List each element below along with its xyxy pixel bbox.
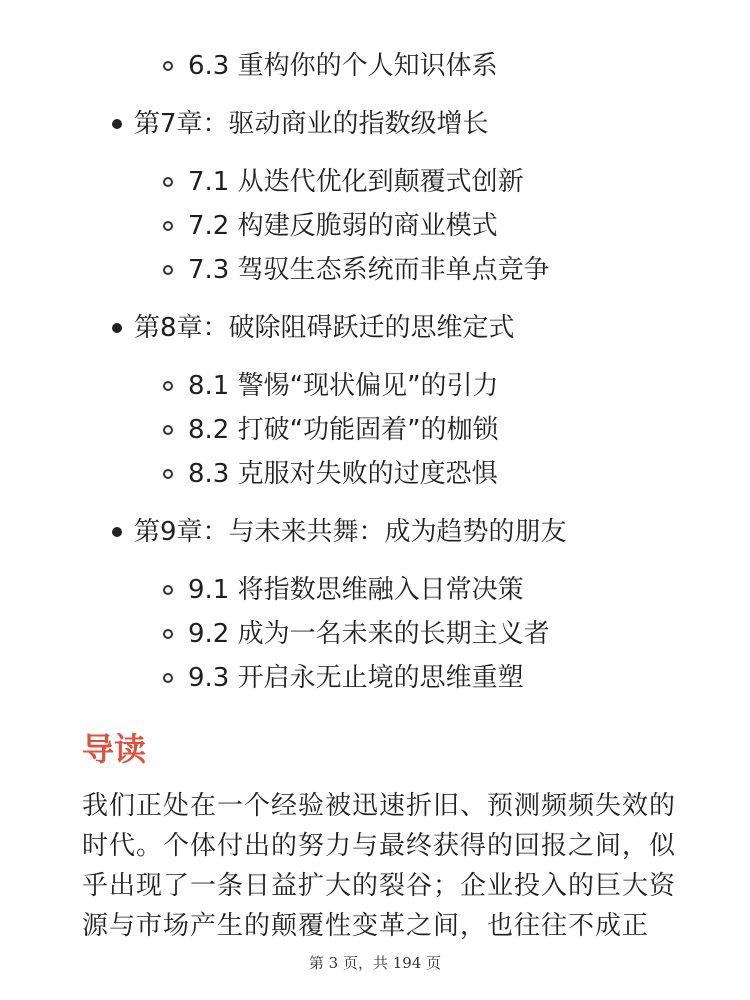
- toc-subsection-item: [0, 656, 750, 700]
- paragraph-line: 我们正处在一个经验被迅速折旧、预测频频失效的: [82, 791, 677, 821]
- toc-chapter-item: [0, 510, 750, 554]
- toc-item-label: 7.2 构建反脆弱的商业模式: [188, 211, 498, 241]
- section-heading: 导读: [82, 730, 147, 768]
- bullet-circle-icon: [163, 425, 173, 435]
- toc-item-label: 8.3 克服对失败的过度恐惧: [188, 459, 498, 489]
- bullet-circle-icon: [163, 265, 173, 275]
- intro-paragraph: [82, 786, 677, 946]
- toc-item-label: 6.3 重构你的个人知识体系: [188, 51, 498, 81]
- bullet-circle-icon: [163, 585, 173, 595]
- bullet-circle-icon: [163, 61, 173, 71]
- bullet-circle-icon: [163, 469, 173, 479]
- paragraph-line: 乎出现了一条日益扩大的裂谷；企业投入的巨大资: [82, 871, 677, 901]
- toc-subsection-item: [0, 452, 750, 496]
- paragraph-line: 源与市场产生的颠覆性变革之间，也往往不成正: [82, 911, 650, 941]
- toc-item-label: 第9章：与未来共舞：成为趋势的朋友: [134, 517, 567, 547]
- toc-subsection-item: [0, 612, 750, 656]
- toc-subsection-item: [0, 160, 750, 204]
- bullet-dot-icon: [112, 119, 122, 129]
- toc-item-label: 9.2 成为一名未来的长期主义者: [188, 619, 550, 649]
- toc-chapter-item: [0, 306, 750, 350]
- paragraph-line: 时代。个体付出的努力与最终获得的回报之间，似: [82, 831, 677, 861]
- bullet-circle-icon: [163, 177, 173, 187]
- bullet-dot-icon: [112, 323, 122, 333]
- toc-item-label: 9.1 将指数思维融入日常决策: [188, 575, 524, 605]
- toc-subsection-item: [0, 44, 750, 88]
- toc-subsection-item: [0, 364, 750, 408]
- toc-item-label: 8.1 警惕“现状偏见”的引力: [188, 371, 499, 401]
- bullet-circle-icon: [163, 629, 173, 639]
- toc-item-label: 第7章：驱动商业的指数级增长: [134, 109, 489, 139]
- bullet-circle-icon: [163, 221, 173, 231]
- bullet-dot-icon: [112, 527, 122, 537]
- bullet-circle-icon: [163, 673, 173, 683]
- toc-item-label: 9.3 开启永无止境的思维重塑: [188, 663, 524, 693]
- toc-item-label: 8.2 打破“功能固着”的枷锁: [188, 415, 499, 445]
- toc-item-label: 7.3 驾驭生态系统而非单点竞争: [188, 255, 550, 285]
- page-footer: 第 3 页，共 194 页: [308, 954, 442, 972]
- toc-subsection-item: [0, 204, 750, 248]
- toc-subsection-item: [0, 248, 750, 292]
- toc-chapter-item: [0, 102, 750, 146]
- toc-subsection-item: [0, 408, 750, 452]
- table-of-contents: [0, 44, 750, 700]
- toc-item-label: 第8章：破除阻碍跃迁的思维定式: [134, 313, 515, 343]
- toc-item-label: 7.1 从迭代优化到颠覆式创新: [188, 167, 524, 197]
- bullet-circle-icon: [163, 381, 173, 391]
- toc-subsection-item: [0, 568, 750, 612]
